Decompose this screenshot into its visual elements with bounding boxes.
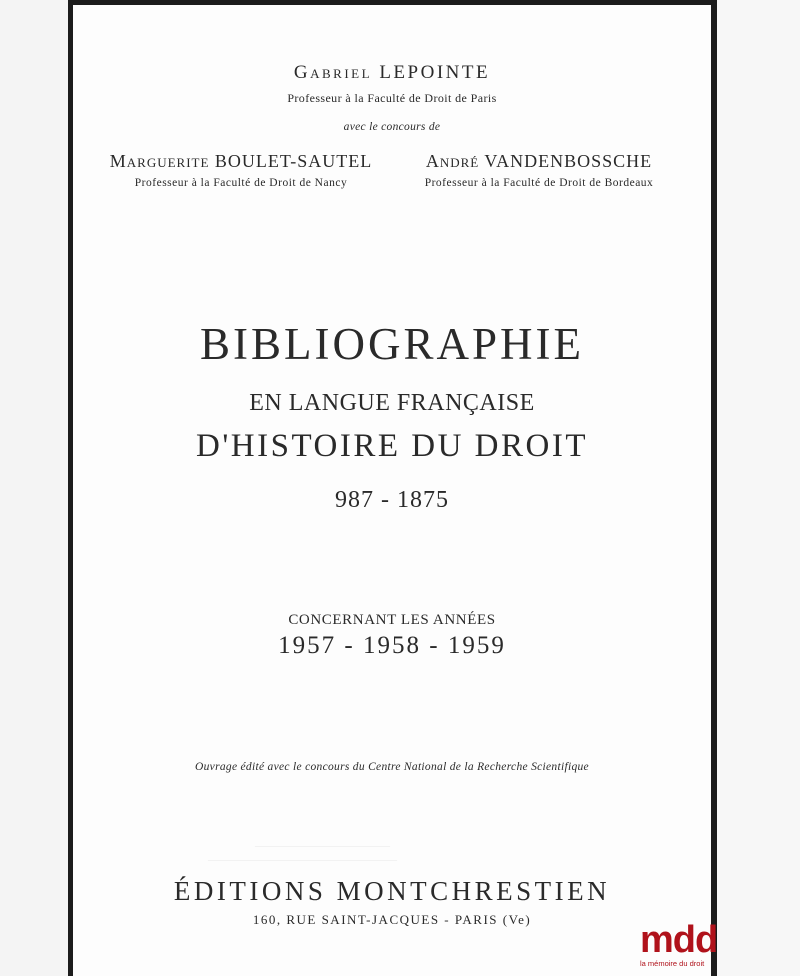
book-title: BIBLIOGRAPHIE bbox=[200, 319, 584, 369]
publication-note: Ouvrage édité avec le concours du Centre National de la Recherche Scientifique bbox=[195, 761, 589, 773]
logo-mark: mdd bbox=[640, 919, 718, 961]
years-covered: 1957 - 1958 - 1959 bbox=[278, 632, 506, 659]
concernant-label: CONCERNANT LES ANNÉES bbox=[288, 612, 496, 628]
publisher-address: 160, RUE SAINT-JACQUES - PARIS (Ve) bbox=[252, 912, 532, 927]
concours-label: avec le concours de bbox=[343, 121, 441, 133]
mdd-logo bbox=[640, 921, 730, 968]
bleed-through-text: ————————————————————— bbox=[208, 855, 397, 865]
scan-left-margin bbox=[0, 0, 72, 976]
page-right-edge bbox=[711, 0, 717, 976]
coauthor-affiliation: Professeur à la Faculté de Droit de Nancy bbox=[134, 177, 348, 189]
bleed-through-text: ——————————————— bbox=[255, 841, 390, 851]
author-affiliation: Professeur à la Faculté de Droit de Paris bbox=[287, 91, 497, 105]
scan-right-margin bbox=[712, 0, 800, 976]
author-name: Gabriel LEPOINTE bbox=[293, 62, 491, 83]
coauthor-1 bbox=[105, 151, 377, 189]
period-range: 987 - 1875 bbox=[335, 487, 449, 513]
logo-caption: la mémoire du droit bbox=[640, 959, 705, 968]
subtitle-line-2: D'HISTOIRE DU DROIT bbox=[196, 428, 588, 464]
coauthor-affiliation: Professeur à la Faculté de Droit de Bordeaux bbox=[424, 177, 654, 189]
coauthor-2 bbox=[402, 151, 676, 189]
publisher-name: ÉDITIONS MONTCHRESTIEN bbox=[173, 876, 611, 906]
page-top-edge bbox=[68, 0, 717, 5]
coauthor-name: André VANDENBOSSCHE bbox=[425, 151, 653, 171]
coauthor-name: Marguerite BOULET-SAUTEL bbox=[109, 151, 373, 171]
subtitle-line-1: EN LANGUE FRANÇAISE bbox=[249, 390, 535, 416]
